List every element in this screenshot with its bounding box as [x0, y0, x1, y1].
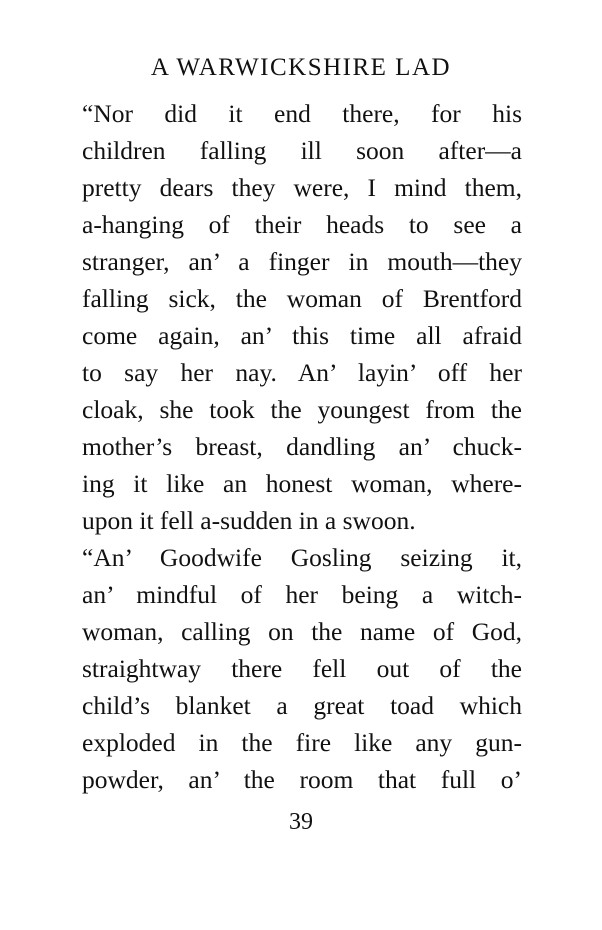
text-line: a-hanging of their heads to see a	[82, 210, 522, 239]
text-line: straightway there fell out of the	[82, 654, 522, 683]
text-line: powder, an’ the room that full o’	[82, 765, 522, 794]
text-line: ing it like an honest woman, where-	[82, 469, 522, 498]
text-line: exploded in the fire like any gun-	[82, 728, 522, 757]
page-number: 39	[289, 809, 313, 835]
text-line: come again, an’ this time all afraid	[82, 321, 522, 350]
text-line: an’ mindful of her being a witch-	[82, 580, 522, 609]
text-line-paragraph-start: “An’ Goodwife Gosling seizing it,	[82, 543, 522, 572]
text-line: mother’s breast, dandling an’ chuck-	[82, 432, 522, 461]
text-line: falling sick, the woman of Brentford	[82, 284, 522, 313]
text-line: “Nor did it end there, for his	[82, 99, 522, 128]
text-line-paragraph-end: upon it fell a-sudden in a swoon.	[82, 506, 416, 535]
text-line: children falling ill soon after—a	[82, 136, 522, 165]
text-line: child’s blanket a great toad which	[82, 691, 522, 720]
text-line: stranger, an’ a finger in mouth—they	[82, 247, 522, 276]
running-head: A WARWICKSHIRE LAD	[150, 54, 452, 81]
text-line: woman, calling on the name of God,	[82, 617, 522, 646]
text-line: pretty dears they were, I mind them,	[82, 173, 522, 202]
text-line: cloak, she took the youngest from the	[82, 395, 522, 424]
text-line: to say her nay. An’ layin’ off her	[82, 358, 522, 387]
